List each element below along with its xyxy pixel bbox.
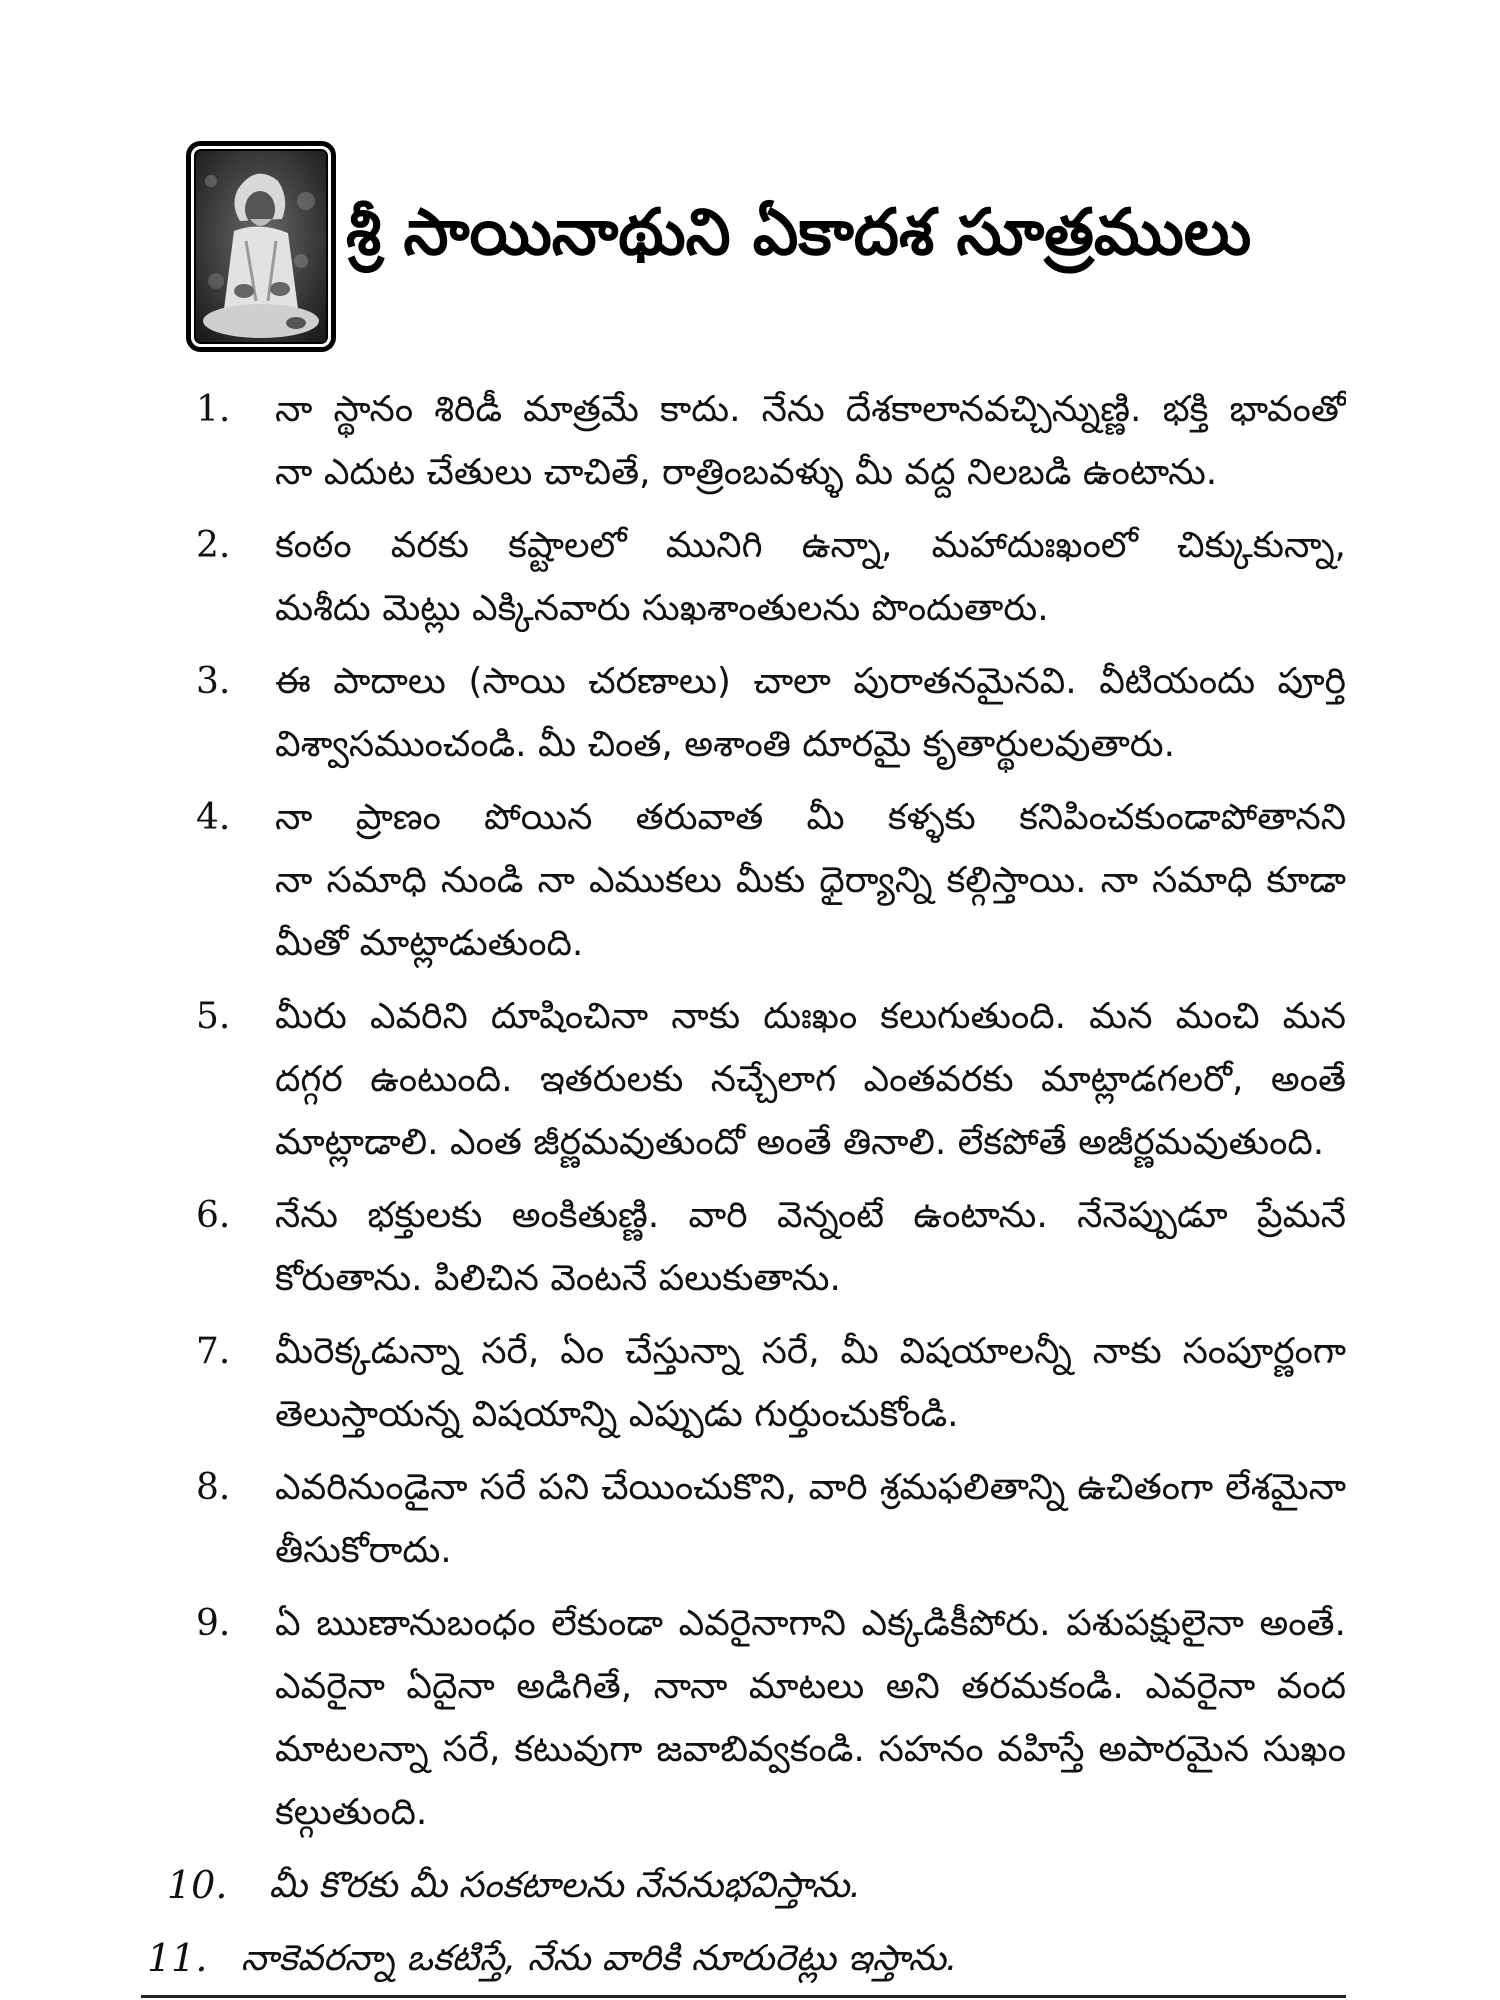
sutra-item (0, 985, 1500, 1174)
sutra-text (275, 786, 1346, 975)
sutra-number: 7. (196, 1331, 231, 1372)
sutra-line: మీతో మాట్లాడుతుంది. (275, 923, 584, 964)
sutra-number: 8. (196, 1467, 231, 1508)
sutra-text (275, 1592, 1346, 1844)
sutra-line: కల్గుతుంది. (275, 1792, 428, 1833)
sutra-line: మీరు ఎవరిని దూషించినా నాకు దుఃఖం కలుగుతుంది. మన మంచి మన (275, 996, 1346, 1037)
sutra-line: విశ్వాసముంచండి. మీ చింత, అశాంతి దూరమై కృతార్థులవుతారు. (275, 724, 1176, 765)
portrait-drawing (186, 141, 336, 352)
sutra-text (275, 650, 1346, 776)
sutra-number: 2. (196, 525, 231, 566)
sutra-line: మాట్లాడాలి. ఎంత జీర్ణమవుతుందో అంతే తినాలి. లేకపోతే అజీర్ణమవుతుంది. (275, 1122, 1325, 1163)
bottom-rule (141, 1995, 1346, 1998)
sutra-line: నా ప్రాణం పోయిన తరువాత మీ కళ్ళకు కనిపించకుండాపోతానని (275, 797, 1346, 838)
sutra-line: నా ఎదుట చేతులు చాచితే, రాత్రింబవళ్ళు మీ వద్ద నిలబడి ఉంటాను. (275, 452, 1218, 493)
sutra-line: ఏ ఋణానుబంధం లేకుండా ఎవరైనాగాని ఎక్కడికీపోరు. పశుపక్షులైనా అంతే. (275, 1603, 1346, 1644)
sutra-item (0, 1456, 1500, 1582)
sutra-number: 11. (147, 1936, 208, 1980)
sutra-item (0, 1592, 1500, 1844)
sutra-line: మశీదు మెట్లు ఎక్కినవారు సుఖశాంతులను పొందుతారు. (275, 588, 1049, 629)
sutra-line: మాటలన్నా సరే, కటువుగా జవాబివ్వకండి. సహనం వహిస్తే అపారమైన సుఖం (275, 1729, 1346, 1770)
sutra-line: నేను భక్తులకు అంకితుణ్ణి. వారి వెన్నంటే ఉంటాను. నేనెప్పుడూ ప్రేమనే (275, 1195, 1346, 1236)
sutra-text (275, 378, 1346, 504)
sutra-line: ఎవరైనా ఏదైనా అడిగితే, నానా మాటలు అని తరమకండి. ఎవరైనా వంద (275, 1666, 1346, 1707)
sutra-line: తెలుస్తాయన్న విషయాన్ని ఎప్పుడు గుర్తుంచుకోండి. (275, 1394, 959, 1435)
sutra-text (275, 1456, 1346, 1582)
sutra-item (0, 1320, 1500, 1446)
sutra-text (275, 1320, 1346, 1446)
sutra-line: మీరెక్కడున్నా సరే, ఏం చేస్తున్నా సరే, మీ విషయాలన్నీ నాకు సంపూర్ణంగా (275, 1331, 1346, 1372)
page-title: శ్రీ సాయినాథుని ఏకాదశ సూత్రములు (346, 196, 1252, 270)
sai-baba-portrait-icon (186, 141, 336, 352)
sutra-line: నా స్థానం శిరిడీ మాత్రమే కాదు. నేను దేశకాలానవచ్చిన్నుణ్ణి. భక్తి భావంతో (275, 389, 1346, 430)
sutra-line: నాకెవరన్నా ఒకటిస్తే, నేను వారికి నూరురెట్లు ఇస్తాను. (241, 1938, 958, 1979)
sutra-line: తీసుకోరాదు. (275, 1530, 452, 1571)
sutra-item (0, 1854, 1500, 1917)
sutra-line: మీ కొరకు మీ సంకటాలను నేననుభవిస్తాను. (269, 1865, 861, 1906)
sutra-text (241, 1927, 1346, 1990)
sutra-item (0, 650, 1500, 776)
sutra-number: 5. (196, 996, 231, 1037)
sutra-line: కోరుతాను. పిలిచిన వెంటనే పలుకుతాను. (275, 1258, 841, 1299)
sutra-number: 4. (196, 797, 231, 838)
sutra-item (0, 1184, 1500, 1310)
sutra-number: 1. (196, 389, 231, 430)
sutra-number: 10. (167, 1863, 228, 1907)
sutra-number: 6. (196, 1195, 231, 1236)
sutra-list (0, 378, 1500, 2000)
sutra-number: 3. (196, 661, 231, 702)
sutra-text (275, 1184, 1346, 1310)
sutra-text (275, 985, 1346, 1174)
sutra-line: నా సమాధి నుండి నా ఎముకలు మీకు ధైర్యాన్ని కల్గిస్తాయి. నా సమాధి కూడా (275, 860, 1346, 901)
sutra-item (0, 1927, 1500, 1990)
sutra-item (0, 514, 1500, 640)
sutra-text (269, 1854, 1346, 1917)
sutra-item (0, 378, 1500, 504)
sutra-line: ఎవరినుండైనా సరే పని చేయించుకొని, వారి శ్రమఫలితాన్ని ఉచితంగా లేశమైనా (275, 1467, 1346, 1508)
sutra-line: ఈ పాదాలు (సాయి చరణాలు) చాలా పురాతనమైనవి. వీటియందు పూర్తి (275, 661, 1346, 702)
sutra-number: 9. (196, 1603, 231, 1644)
sutra-item (0, 786, 1500, 975)
sutra-text (275, 514, 1346, 640)
sutra-line: దగ్గర ఉంటుంది. ఇతరులకు నచ్చేలాగ ఎంతవరకు మాట్లాడగలరో, అంతే (275, 1059, 1346, 1100)
sutra-line: కంఠం వరకు కష్టాలలో మునిగి ఉన్నా, మహాదుఃఖంలో చిక్కుకున్నా, (275, 525, 1346, 566)
